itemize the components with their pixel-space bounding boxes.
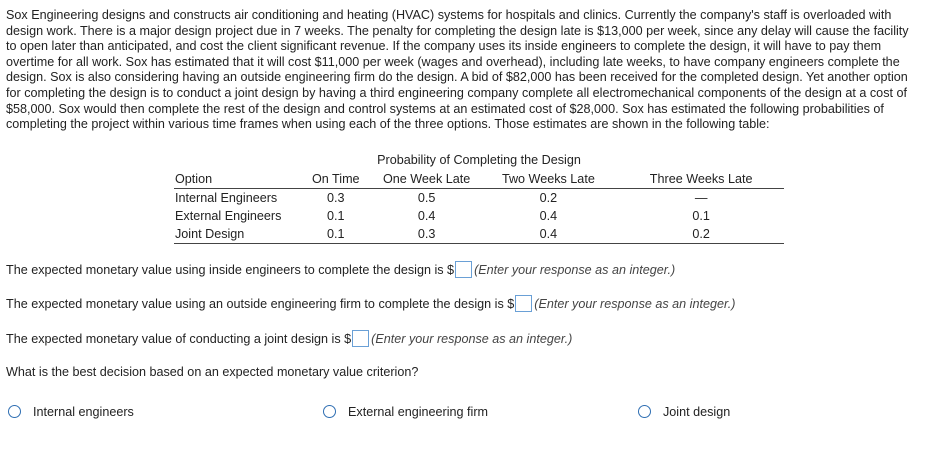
header-on-time: On Time <box>297 169 375 189</box>
option-label: External engineering firm <box>348 405 489 419</box>
option-internal-engineers[interactable] <box>8 402 134 422</box>
table-cell: 0.5 <box>417 191 436 205</box>
option-label: Internal engineers <box>33 405 134 419</box>
problem-statement <box>6 8 943 133</box>
question-outside-firm <box>6 294 735 314</box>
answer-input-inside[interactable] <box>455 261 472 278</box>
table-cell: 0.1 <box>692 209 710 223</box>
table-cell: 0.1 <box>297 225 375 244</box>
table-cell: 0.2 <box>539 191 558 205</box>
table-cell: 0.4 <box>539 209 558 223</box>
option-external-firm[interactable] <box>323 402 488 422</box>
table-caption: Probability of Completing the Design <box>377 153 581 167</box>
integer-hint: (Enter your response as an integer.) <box>474 263 676 277</box>
option-joint-design[interactable] <box>638 402 730 422</box>
question-joint-design <box>6 329 572 349</box>
radio-icon[interactable] <box>323 405 336 418</box>
header-option: Option <box>174 169 297 189</box>
table-row <box>174 189 784 208</box>
integer-hint: (Enter your response as an integer.) <box>371 332 573 346</box>
problem-line: for completing the design is to conduct a joint design by having a third engineering company complete all electromechanical components of the design at a cost of <box>6 85 907 100</box>
option-label: Joint design <box>663 405 731 419</box>
radio-icon[interactable] <box>638 405 651 418</box>
table-cell: 0.2 <box>618 225 784 244</box>
question-text: The expected monetary value of conducting a joint design is $ <box>6 332 352 346</box>
question-text: The expected monetary value using an outside engineering firm to complete the design is $ <box>6 297 515 311</box>
question-text: The expected monetary value using inside engineers to complete the design is $ <box>6 263 455 277</box>
table-cell: 0.3 <box>375 225 479 244</box>
table-cell: Joint Design <box>174 225 297 244</box>
answer-input-outside[interactable] <box>515 295 532 312</box>
answer-input-joint[interactable] <box>352 330 369 347</box>
problem-line: $58,000. Sox would then complete the rest of the design and control systems at an estimated cost of $28,000. Sox has estimated the following probabilities of <box>6 101 884 116</box>
table-cell: 0.4 <box>479 225 619 244</box>
problem-line: design work. There is a major design project due in 7 weeks. The penalty for completing the design late is $13,000 per week, since any delay will cause the facility <box>6 23 909 38</box>
problem-line: overtime for all work. Sox has estimated that it will cost $11,000 per week (wages and overhead), including late weeks, to have company engineers complete the <box>6 54 900 69</box>
table-cell: Internal Engineers <box>175 191 278 205</box>
probability-table <box>174 151 784 244</box>
table-cell: External Engineers <box>175 209 282 223</box>
table-cell: 0.4 <box>417 209 436 223</box>
table-row <box>174 207 784 225</box>
table-header-row <box>174 169 784 189</box>
integer-hint: (Enter your response as an integer.) <box>534 297 736 311</box>
header-two-weeks-late: Two Weeks Late <box>479 169 619 189</box>
radio-icon[interactable] <box>8 405 21 418</box>
problem-line: Sox Engineering designs and constructs air conditioning and heating (HVAC) systems for hospitals and clinics. Currently the company's staff is overloaded with <box>6 8 892 22</box>
table-cell: 0.3 <box>327 191 345 205</box>
problem-line: completing the project within various time frames when using each of the three options. Those estimates are shown in the following table: <box>6 117 770 132</box>
question-inside-engineers <box>6 260 675 280</box>
table-cell: — <box>694 191 708 205</box>
header-one-week-late: One Week Late <box>375 169 479 189</box>
header-three-weeks-late: Three Weeks Late <box>618 169 784 189</box>
question-best-decision: What is the best decision based on an expected monetary value criterion? <box>6 365 419 379</box>
problem-line: design. Sox is also considering having an outside engineering firm do the design. A bid of $82,000 has been received for the completed design. Yet another option <box>6 70 908 85</box>
table-row <box>174 225 784 244</box>
problem-line: to open later than anticipated, and cost the client significant revenue. If the company uses its inside engineers to complete the design, it will have to pay them <box>6 39 882 54</box>
table-cell: 0.1 <box>327 209 345 223</box>
